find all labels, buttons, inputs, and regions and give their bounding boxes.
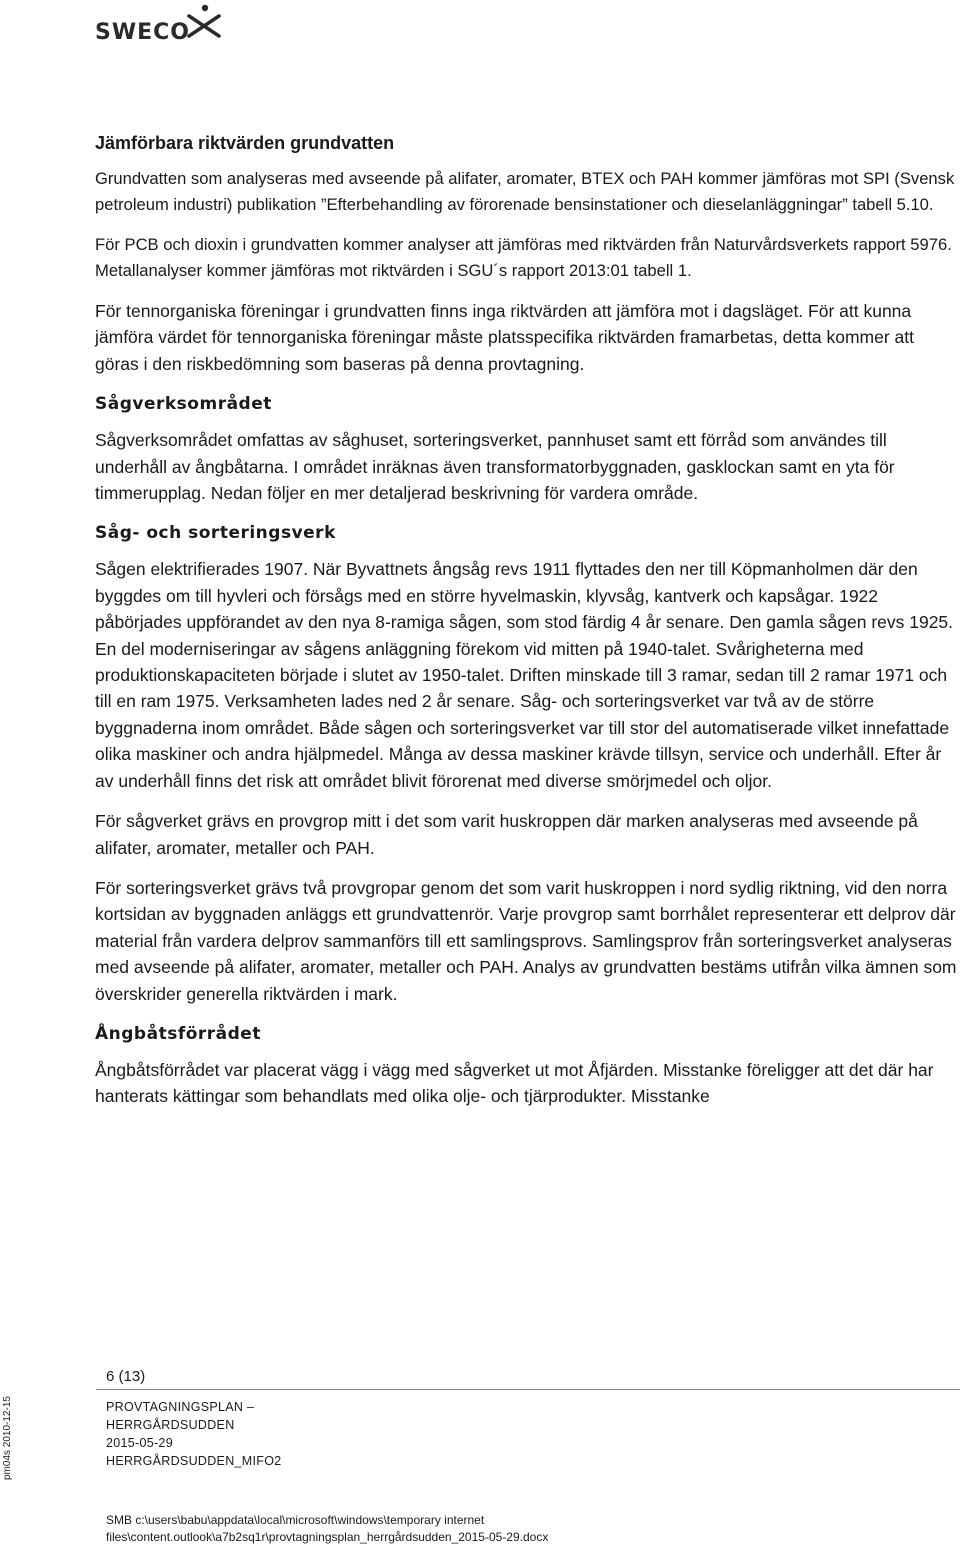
footer-divider bbox=[96, 1389, 960, 1390]
file-path-line1: SMB c:\users\babu\appdata\local\microsoft\windows\temporary internet bbox=[106, 1513, 485, 1527]
paragraph: Ångbåtsförrådet var placerat vägg i vägg med sågverket ut mot Åfjärden. Misstanke föreligger att det där har hanterats kättingar som behandlats med olika olje- och tjärprodukter. Misstanke bbox=[95, 1059, 934, 1107]
paragraph: För sågverket grävs en provgrop mitt i det som varit huskroppen där marken analyseras med avseende på alifater, aromater, metaller och PAH. bbox=[95, 811, 918, 858]
footer-doc-info bbox=[106, 1398, 281, 1470]
section-heading-sag-och-sorteringsverk: Såg- och sorteringsverk bbox=[95, 523, 336, 544]
paragraph: Sågverksområdet omfattas av såghuset, sorteringsverket, pannhuset samt ett förråd som användes till underhåll av ångbåtarna. I området inräknas även transformatorbyggnaden, gasklockan samt en yta för timmerupplag. Nedan följer en mer detaljerad beskrivning för vardera område. bbox=[95, 430, 895, 504]
side-template-date: pm04s 2010-12-15 bbox=[2, 1396, 13, 1480]
paragraph: För sorteringsverket grävs två provgropar genom det som varit huskroppen i nord sydlig riktning, vid den norra kortsidan av byggnaden anläggs ett grundvattenrör. Varje provgrop samt borrhålet representerar ett delprov där material från vardera delprov sammanförs till ett samlingsprovs. Samlingsprov från sorteringsverket analyseras med avseende på alifater, aromater, metaller och PAH. Analys av grundvatten bestäms utifrån vilka ämnen som överskrider generella riktvärden i mark. bbox=[95, 877, 957, 1004]
section-heading-angbatsforradet: Ångbåtsförrådet bbox=[95, 1023, 261, 1044]
paragraph: Sågen elektrifierades 1907. När Byvattnets ångsåg revs 1911 flyttades den ner till Köpmanholmen där den byggdes om till hyvleri och försågs med en större hyvelmaskin, klyvsåg, kantverk och kapsågar. 1922 påbörjades uppförandet av den nya 8-ramiga sågen, som stod färdig 4 år senare. Den gamla sågen revs 1925. En del moderniseringar av sågens anläggning förekom vid mitten på 1940-talet. Svårigheterna med produktionskapaciteten började i slutet av 1950-talet. Driften minskade till 3 ramar, sedan till 2 ramar 1971 och till en ram 1975. Verksamheten lades ned 2 år senare. Såg- och sorteringsverket var två av de större byggnaderna inom området. Både sågen och sorteringsverket var till stor del automatiserade vilket innefattade olika maskiner och andra hjälpmedel. Många av dessa maskiner krävde tillsyn, service och underhåll. Efter år av underhåll finns det risk att området blivit förorenat med diverse smörjmedel och oljor. bbox=[95, 559, 954, 791]
doc-date: 2015-05-29 bbox=[106, 1436, 173, 1450]
sweco-mark-icon bbox=[95, 0, 225, 48]
paragraph: För PCB och dioxin i grundvatten kommer analyser att jämföras med riktvärden från Naturvårdsverkets rapport 5976. Metallanalyser kommer jämföras mot riktvärden i SGU´s rapport 2013:01 tabell 1. bbox=[95, 235, 952, 280]
section-heading-riktvarden: Jämförbara riktvärden grundvatten bbox=[95, 133, 395, 153]
page-number: 6 (13) bbox=[106, 1368, 146, 1385]
footer-file-path bbox=[106, 1512, 548, 1546]
paragraph: För tennorganiska föreningar i grundvatten finns inga riktvärden att jämföra mot i dagsläget. För att kunna jämföra värdet för tennorganiska föreningar måste platsspecifika riktvärden framarbetas, detta kommer att göras i den riskbedömning som baseras på denna provtagning. bbox=[95, 301, 914, 374]
doc-title-line2: HERRGÅRDSUDDEN bbox=[106, 1418, 235, 1432]
section-heading-sagverksomradet: Sågverksområdet bbox=[95, 394, 272, 415]
doc-id: HERRGÅRDSUDDEN_MIFO2 bbox=[106, 1454, 282, 1468]
document-body bbox=[95, 130, 957, 1124]
paragraph: Grundvatten som analyseras med avseende på alifater, aromater, BTEX och PAH kommer jämföras mot SPI (Svensk petroleum industri) publikation ”Efterbehandling av förorenade bensinstationer och dieselanläggningar” tabell 5.10. bbox=[95, 169, 955, 214]
file-path-line2: files\content.outlook\a7b2sq1r\provtagningsplan_herrgårdsudden_2015-05-29.docx bbox=[106, 1530, 549, 1544]
doc-title-line1: PROVTAGNINGSPLAN – bbox=[106, 1400, 255, 1414]
logo-text: SWECO bbox=[95, 20, 190, 45]
